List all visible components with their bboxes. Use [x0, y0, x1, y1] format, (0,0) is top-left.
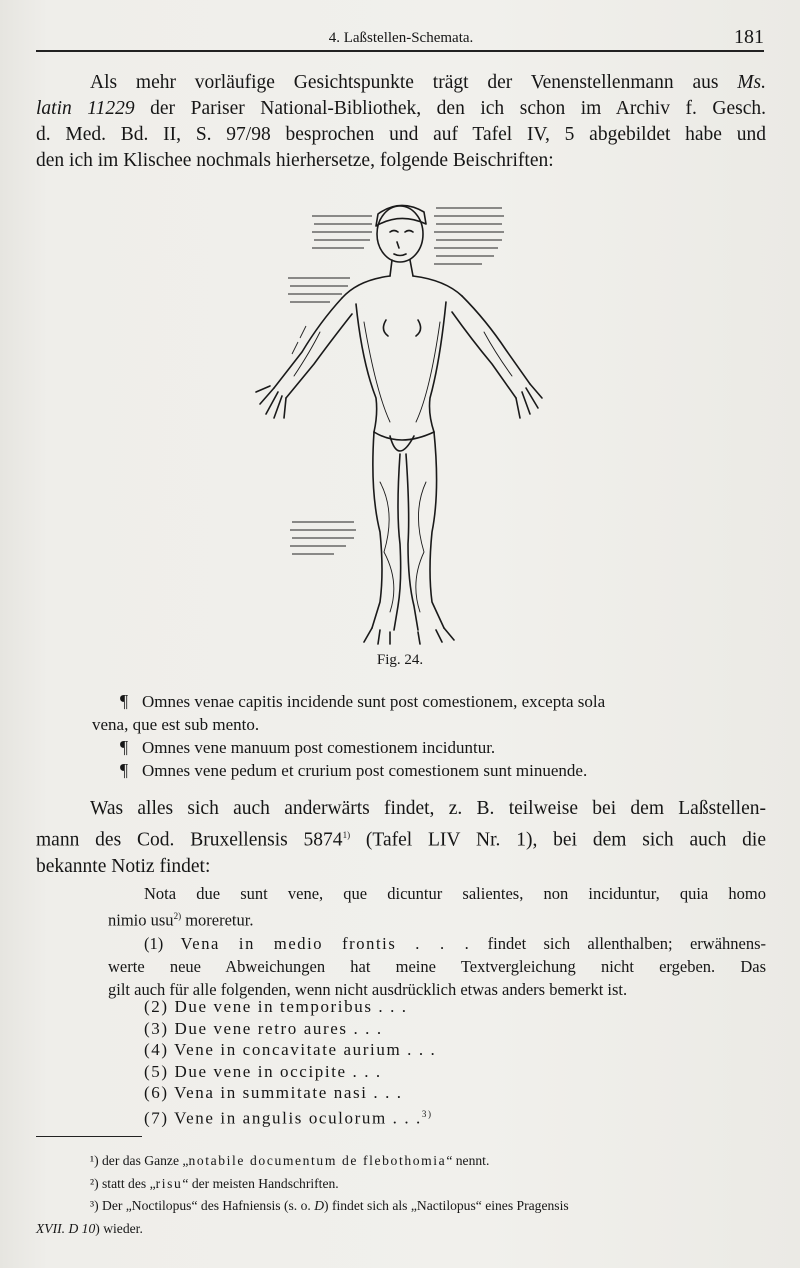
footnote: XVII. D 10) wieder. [36, 1220, 143, 1236]
nota-block [36, 882, 766, 1001]
figure-vein-man-illustration [240, 192, 570, 652]
footnote-rule [36, 1136, 142, 1137]
pilcrow-icon: ¶ [120, 691, 129, 711]
text-line: bekannte Notiz findet: [36, 855, 211, 877]
page-number: 181 [734, 26, 764, 48]
list-item: (7) Vene in angulis oculorum . . .$^{3)}$ [144, 1108, 433, 1128]
text-line: den ich im Klischee nochmals hierhersetze, folgende Beischriften: [36, 150, 554, 171]
list-item: (5) Due vene in occipite . . . [144, 1061, 382, 1081]
figure-caption: Fig. 24. [376, 652, 424, 668]
text-line: mann des Cod. Bruxellensis 5874$^{1)}$ (Tafel LIV Nr. 1), bei dem sich auch die [36, 829, 766, 851]
running-head [36, 28, 766, 50]
pilcrow-icon: ¶ [120, 760, 129, 780]
text-line: werte neue Abweichungen hat meine Textvergleichung nicht ergeben. Das [108, 956, 766, 976]
text-line: latin 11229 der Pariser National-Bibliothek, den ich schon im Archiv f. Gesch. [36, 98, 767, 119]
rubric-line: vena, que est sub mento. [92, 715, 260, 734]
vein-list [144, 996, 744, 1129]
paragraph-second [36, 796, 766, 880]
rubric-line: ¶ Omnes vene pedum et crurium post comestionem sunt minuende. [120, 760, 588, 780]
latin-rubrics [92, 690, 768, 782]
list-item: (2) Due vene in temporibus . . . [144, 997, 408, 1016]
list-item: (4) Vene in concavitate aurium . . . [144, 1040, 437, 1060]
rubric-line: ¶ Omnes venae capitis incidende sunt post comestionem, excepta sola [120, 691, 606, 711]
text-line: Nota due sunt vene, que dicuntur salientes, non inciduntur, quia homo [144, 884, 766, 903]
running-title: 4. Laßstellen-Schemata. [328, 30, 474, 46]
pilcrow-icon: ¶ [120, 737, 129, 757]
text-line: nimio usu$^{2)}$ moreretur. [108, 910, 254, 930]
paragraph-intro [36, 70, 766, 174]
text-line: (1) Vena in medio frontis . . . findet sich allenthalben; erwähnens- [144, 933, 767, 953]
footnote: ³) Der „Noctilopus“ des Hafniensis (s. o. D) findet sich als „Nactilopus“ eines Pragensis [90, 1198, 569, 1213]
list-item: (3) Due vene retro aures . . . [144, 1018, 383, 1038]
text-line: d. Med. Bd. II, S. 97/98 besprochen und auf Tafel IV, 5 abgebildet habe und [36, 124, 766, 145]
footnote: ²) statt des „risu“ der meisten Handschriften. [90, 1175, 339, 1191]
footnotes [36, 1150, 766, 1240]
text-line: Als mehr vorläufige Gesichtspunkte trägt der Venenstellenmann aus Ms. [90, 72, 767, 93]
header-rule [36, 50, 764, 52]
text-line: gilt auch für alle folgenden, wenn nicht ausdrücklich etwas anders bemerkt ist. [108, 979, 628, 999]
text-line: Was alles sich auch anderwärts findet, z. B. teilweise bei dem Laßstellen- [90, 798, 766, 819]
rubric-line: ¶ Omnes vene manuum post comestionem inciduntur. [120, 737, 496, 757]
footnote: ¹) der das Ganze „notabile documentum de flebothomia“ nennt. [90, 1153, 490, 1168]
list-item: (6) Vena in summitate nasi . . . [144, 1083, 403, 1103]
